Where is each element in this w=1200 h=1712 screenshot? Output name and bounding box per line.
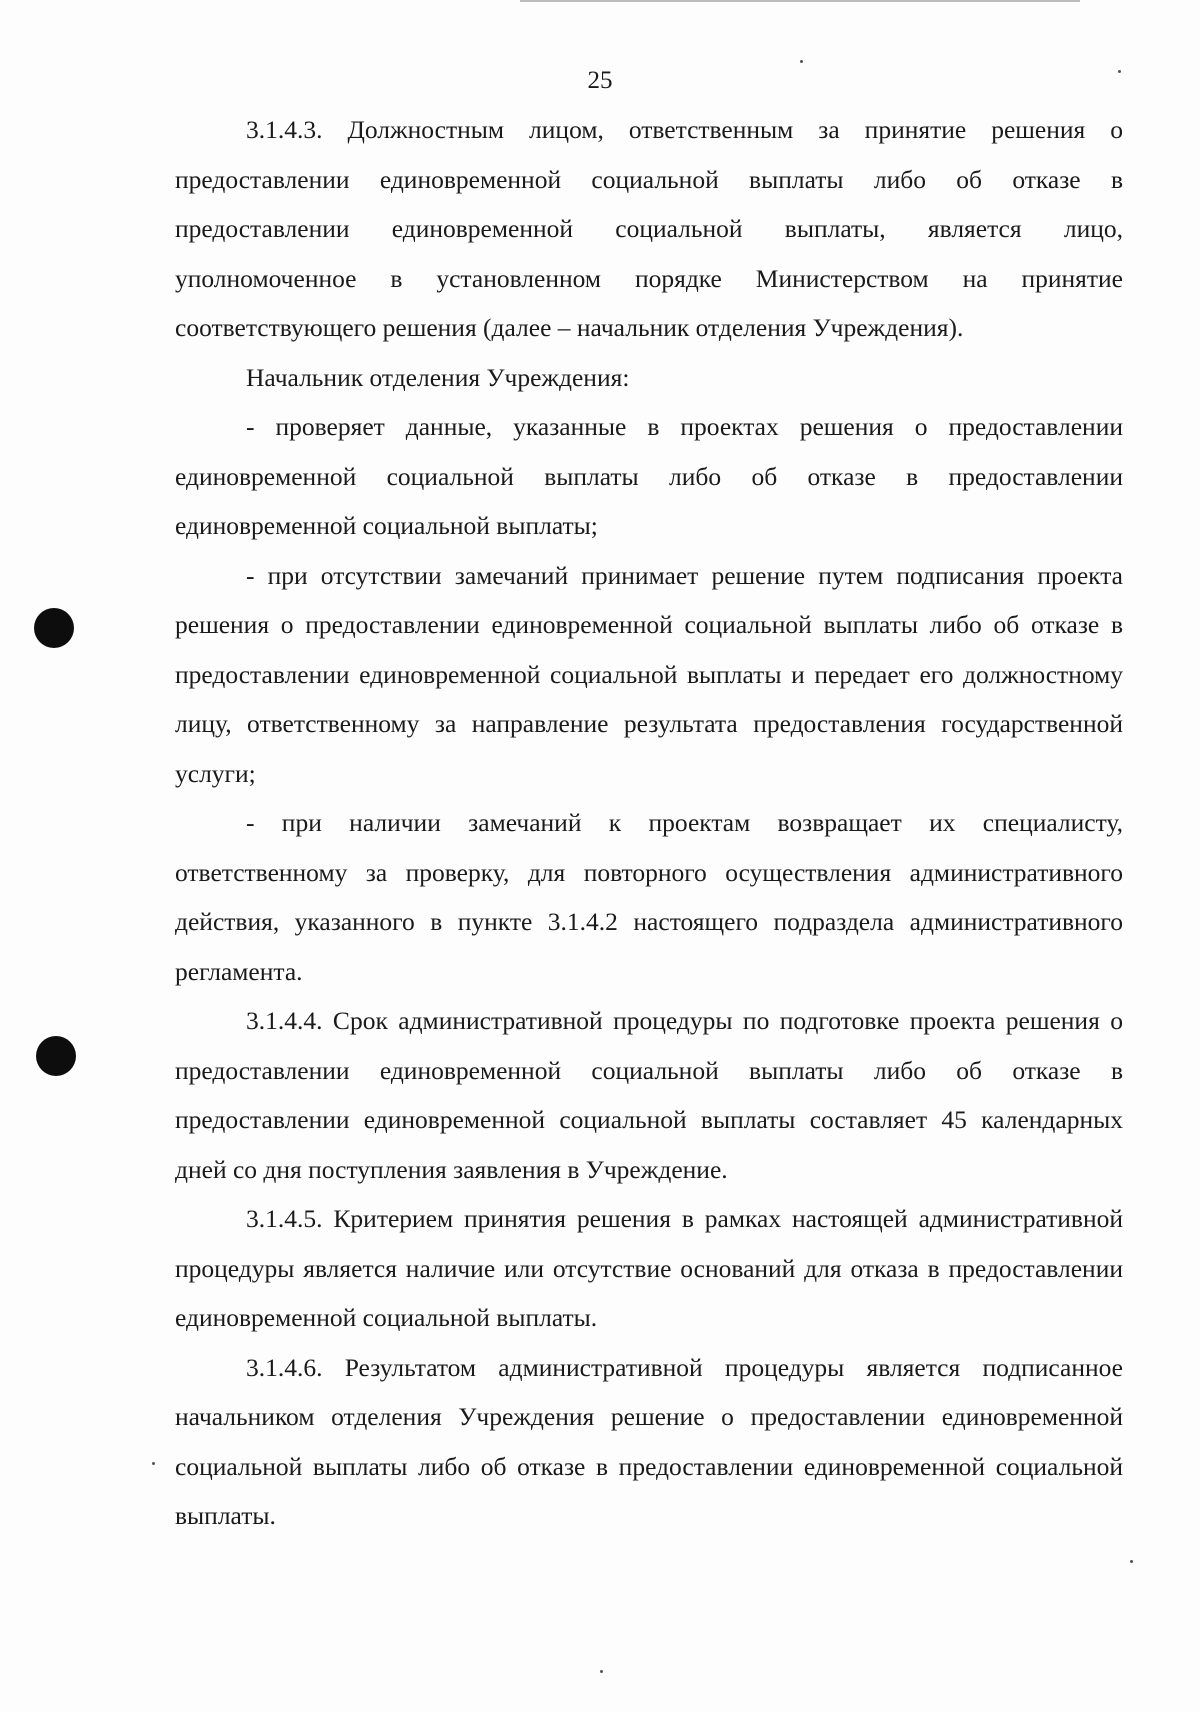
punch-hole-lower [36, 1036, 76, 1076]
paragraph-head-duties: Начальник отделения Учреждения: [246, 362, 630, 392]
punch-hole-upper [34, 608, 74, 648]
scan-speck [600, 1670, 603, 1673]
scan-speck [152, 1462, 155, 1465]
list-item-checks-data: - проверяет данные, указанные в проектах решения о предоставлении единовременной социальной выплаты либо об отказе в предоставлении единовременной социальной выплаты; [175, 412, 1123, 540]
scan-speck [1130, 1560, 1133, 1563]
scan-speck [800, 60, 803, 63]
document-body [175, 105, 1123, 1541]
list-item-no-remarks: - при отсутствии замечаний принимает решение путем подписания проекта решения о предоставлении единовременной социальной выплаты либо об отказе в предоставлении единовременной социальной выплаты и передает его должностному лицу, ответственному за направление результата предоставления государственной услуги; [175, 560, 1123, 788]
scan-top-edge [520, 0, 1080, 2]
page-number: 25 [587, 67, 613, 94]
paragraph-3-1-4-5: 3.1.4.5. Критерием принятия решения в рамках настоящей административной процедуры является наличие или отсутствие оснований для отказа в предоставлении единовременной социальной выплаты. [175, 1204, 1123, 1332]
paragraph-3-1-4-3: 3.1.4.3. Должностным лицом, ответственным за принятие решения о предоставлении единовременной социальной выплаты либо об отказе в предоставлении единовременной социальной выплаты, является лицо, уполномоченное в установленном порядке Министерством на принятие соответствующего решения (далее – начальник отделения Учреждения). [175, 115, 1123, 342]
paragraph-3-1-4-4: 3.1.4.4. Срок административной процедуры по подготовке проекта решения о предоставлении единовременной социальной выплаты либо об отказе в предоставлении единовременной социальной выплаты составляет 45 календарных дней со дня поступления заявления в Учреждение. [175, 1006, 1123, 1184]
list-item-with-remarks: - при наличии замечаний к проектам возвращает их специалисту, ответственному за проверку, для повторного осуществления административного действия, указанного в пункте 3.1.4.2 настоящего подраздела административного регламента. [175, 808, 1123, 986]
paragraph-3-1-4-6: 3.1.4.6. Результатом административной процедуры является подписанное начальником отделения Учреждения решение о предоставлении единовременной социальной выплаты либо об отказе в предоставлении единовременной социальной выплаты. [175, 1352, 1123, 1530]
